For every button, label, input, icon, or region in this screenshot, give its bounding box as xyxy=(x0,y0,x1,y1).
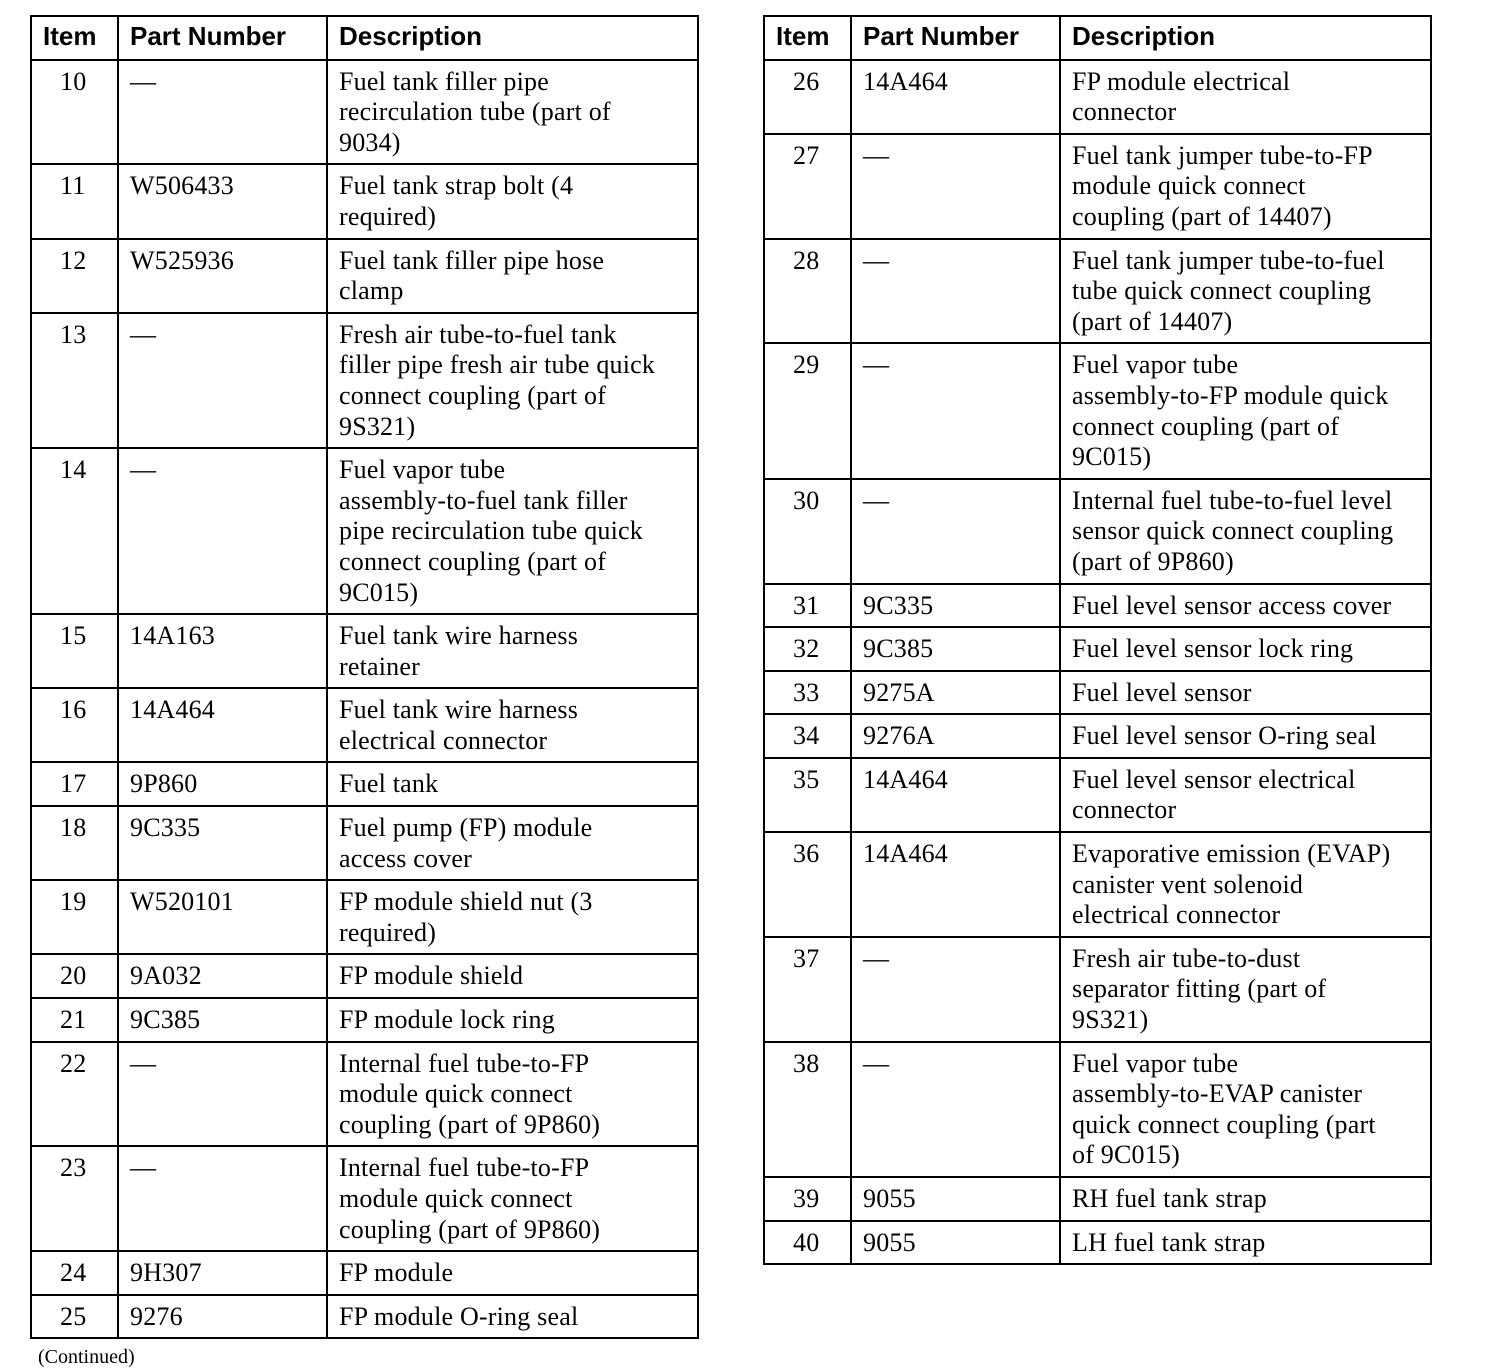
table-row xyxy=(31,1295,698,1339)
description: Fuel tank jumper tube-to-FP module quick connect coupling (part of 14407) xyxy=(1060,134,1431,239)
item-number: 18 xyxy=(31,806,118,880)
part-number: — xyxy=(851,343,1060,478)
description: Fuel pump (FP) module access cover xyxy=(327,806,698,880)
description: Fuel tank jumper tube-to-fuel tube quick connect coupling (part of 14407) xyxy=(1060,239,1431,344)
table-row xyxy=(31,614,698,688)
item-number: 11 xyxy=(31,164,118,238)
table-header-row xyxy=(31,16,698,60)
left-column xyxy=(30,15,697,1369)
part-number: 9276A xyxy=(851,714,1060,758)
description: Fuel tank wire harness electrical connector xyxy=(327,688,698,762)
table-row xyxy=(31,998,698,1042)
table-row xyxy=(31,313,698,448)
part-number: — xyxy=(851,479,1060,584)
description: Fuel level sensor xyxy=(1060,671,1431,715)
part-number: — xyxy=(118,1042,327,1147)
table-row xyxy=(764,1221,1431,1265)
table-row xyxy=(764,758,1431,832)
part-number: 9H307 xyxy=(118,1251,327,1295)
description: Fuel vapor tube assembly-to-EVAP canister quick connect coupling (part of 9C015) xyxy=(1060,1042,1431,1177)
header-part-number: Part Number xyxy=(851,16,1060,60)
item-number: 10 xyxy=(31,60,118,165)
description: Evaporative emission (EVAP) canister vent solenoid electrical connector xyxy=(1060,832,1431,937)
item-number: 23 xyxy=(31,1146,118,1251)
item-number: 25 xyxy=(31,1295,118,1339)
part-number: W506433 xyxy=(118,164,327,238)
description: FP module xyxy=(327,1251,698,1295)
table-row xyxy=(764,714,1431,758)
table-row xyxy=(764,60,1431,134)
part-number: 14A163 xyxy=(118,614,327,688)
table-row xyxy=(764,134,1431,239)
description: Internal fuel tube-to-FP module quick connect coupling (part of 9P860) xyxy=(327,1042,698,1147)
description: FP module lock ring xyxy=(327,998,698,1042)
description: RH fuel tank strap xyxy=(1060,1177,1431,1221)
item-number: 39 xyxy=(764,1177,851,1221)
part-number: — xyxy=(851,134,1060,239)
part-number: 9C335 xyxy=(851,584,1060,628)
item-number: 16 xyxy=(31,688,118,762)
header-item: Item xyxy=(764,16,851,60)
right-column xyxy=(763,15,1430,1265)
table-row xyxy=(31,762,698,806)
part-number: 14A464 xyxy=(851,832,1060,937)
part-number: — xyxy=(851,937,1060,1042)
item-number: 40 xyxy=(764,1221,851,1265)
header-description: Description xyxy=(327,16,698,60)
part-number: — xyxy=(851,239,1060,344)
description: Fuel level sensor access cover xyxy=(1060,584,1431,628)
table-row xyxy=(764,343,1431,478)
item-number: 17 xyxy=(31,762,118,806)
table-row xyxy=(764,937,1431,1042)
item-number: 12 xyxy=(31,239,118,313)
table-row xyxy=(31,1042,698,1147)
part-number: — xyxy=(118,448,327,614)
table-header-row xyxy=(764,16,1431,60)
part-number: 14A464 xyxy=(851,60,1060,134)
description: FP module O-ring seal xyxy=(327,1295,698,1339)
table-row xyxy=(764,479,1431,584)
table-row xyxy=(31,239,698,313)
description: Fuel level sensor lock ring xyxy=(1060,627,1431,671)
description: FP module shield nut (3 required) xyxy=(327,880,698,954)
table-row xyxy=(31,1251,698,1295)
description: Internal fuel tube-to-FP module quick connect coupling (part of 9P860) xyxy=(327,1146,698,1251)
description: Fuel tank xyxy=(327,762,698,806)
item-number: 21 xyxy=(31,998,118,1042)
parts-table-left xyxy=(30,15,699,1339)
item-number: 38 xyxy=(764,1042,851,1177)
part-number: 9P860 xyxy=(118,762,327,806)
item-number: 24 xyxy=(31,1251,118,1295)
item-number: 26 xyxy=(764,60,851,134)
table-row xyxy=(764,627,1431,671)
table-row xyxy=(31,880,698,954)
table-row xyxy=(31,688,698,762)
item-number: 15 xyxy=(31,614,118,688)
description: Fuel vapor tube assembly-to-fuel tank filler pipe recirculation tube quick connect coupling (part of 9C015) xyxy=(327,448,698,614)
table-row xyxy=(31,1146,698,1251)
item-number: 31 xyxy=(764,584,851,628)
part-number: 9A032 xyxy=(118,954,327,998)
table-row xyxy=(764,1177,1431,1221)
item-number: 28 xyxy=(764,239,851,344)
item-number: 29 xyxy=(764,343,851,478)
part-number: 14A464 xyxy=(851,758,1060,832)
item-number: 27 xyxy=(764,134,851,239)
item-number: 19 xyxy=(31,880,118,954)
table-row xyxy=(31,954,698,998)
description: Fuel tank strap bolt (4 required) xyxy=(327,164,698,238)
header-description: Description xyxy=(1060,16,1431,60)
table-row xyxy=(764,239,1431,344)
item-number: 33 xyxy=(764,671,851,715)
item-number: 22 xyxy=(31,1042,118,1147)
part-number: W520101 xyxy=(118,880,327,954)
header-part-number: Part Number xyxy=(118,16,327,60)
description: Fresh air tube-to-fuel tank filler pipe fresh air tube quick connect coupling (part of 9S321) xyxy=(327,313,698,448)
table-row xyxy=(31,448,698,614)
table-row xyxy=(31,164,698,238)
part-number: 9055 xyxy=(851,1221,1060,1265)
part-number: 9C385 xyxy=(851,627,1060,671)
part-number: 9276 xyxy=(118,1295,327,1339)
part-number: W525936 xyxy=(118,239,327,313)
part-number: — xyxy=(118,60,327,165)
item-number: 35 xyxy=(764,758,851,832)
table-row xyxy=(31,60,698,165)
item-number: 30 xyxy=(764,479,851,584)
continued-note: (Continued) xyxy=(38,1346,135,1369)
description: Fuel level sensor O-ring seal xyxy=(1060,714,1431,758)
description: Fuel level sensor electrical connector xyxy=(1060,758,1431,832)
item-number: 13 xyxy=(31,313,118,448)
description: LH fuel tank strap xyxy=(1060,1221,1431,1265)
part-number: — xyxy=(851,1042,1060,1177)
item-number: 36 xyxy=(764,832,851,937)
description: Fuel tank filler pipe hose clamp xyxy=(327,239,698,313)
table-row xyxy=(764,832,1431,937)
item-number: 32 xyxy=(764,627,851,671)
parts-table-right xyxy=(763,15,1432,1265)
description: Fuel vapor tube assembly-to-FP module quick connect coupling (part of 9C015) xyxy=(1060,343,1431,478)
part-number: 9C335 xyxy=(118,806,327,880)
table-row xyxy=(764,584,1431,628)
description: Fuel tank wire harness retainer xyxy=(327,614,698,688)
table-row xyxy=(764,1042,1431,1177)
description: Fuel tank filler pipe recirculation tube (part of 9034) xyxy=(327,60,698,165)
item-number: 20 xyxy=(31,954,118,998)
description: Fresh air tube-to-dust separator fitting (part of 9S321) xyxy=(1060,937,1431,1042)
table-row xyxy=(31,806,698,880)
item-number: 34 xyxy=(764,714,851,758)
description: FP module shield xyxy=(327,954,698,998)
part-number: 9C385 xyxy=(118,998,327,1042)
header-item: Item xyxy=(31,16,118,60)
item-number: 37 xyxy=(764,937,851,1042)
part-number: 14A464 xyxy=(118,688,327,762)
item-number: 14 xyxy=(31,448,118,614)
description: FP module electrical connector xyxy=(1060,60,1431,134)
part-number: 9055 xyxy=(851,1177,1060,1221)
part-number: — xyxy=(118,1146,327,1251)
table-row xyxy=(764,671,1431,715)
description: Internal fuel tube-to-fuel level sensor quick connect coupling (part of 9P860) xyxy=(1060,479,1431,584)
part-number: 9275A xyxy=(851,671,1060,715)
part-number: — xyxy=(118,313,327,448)
